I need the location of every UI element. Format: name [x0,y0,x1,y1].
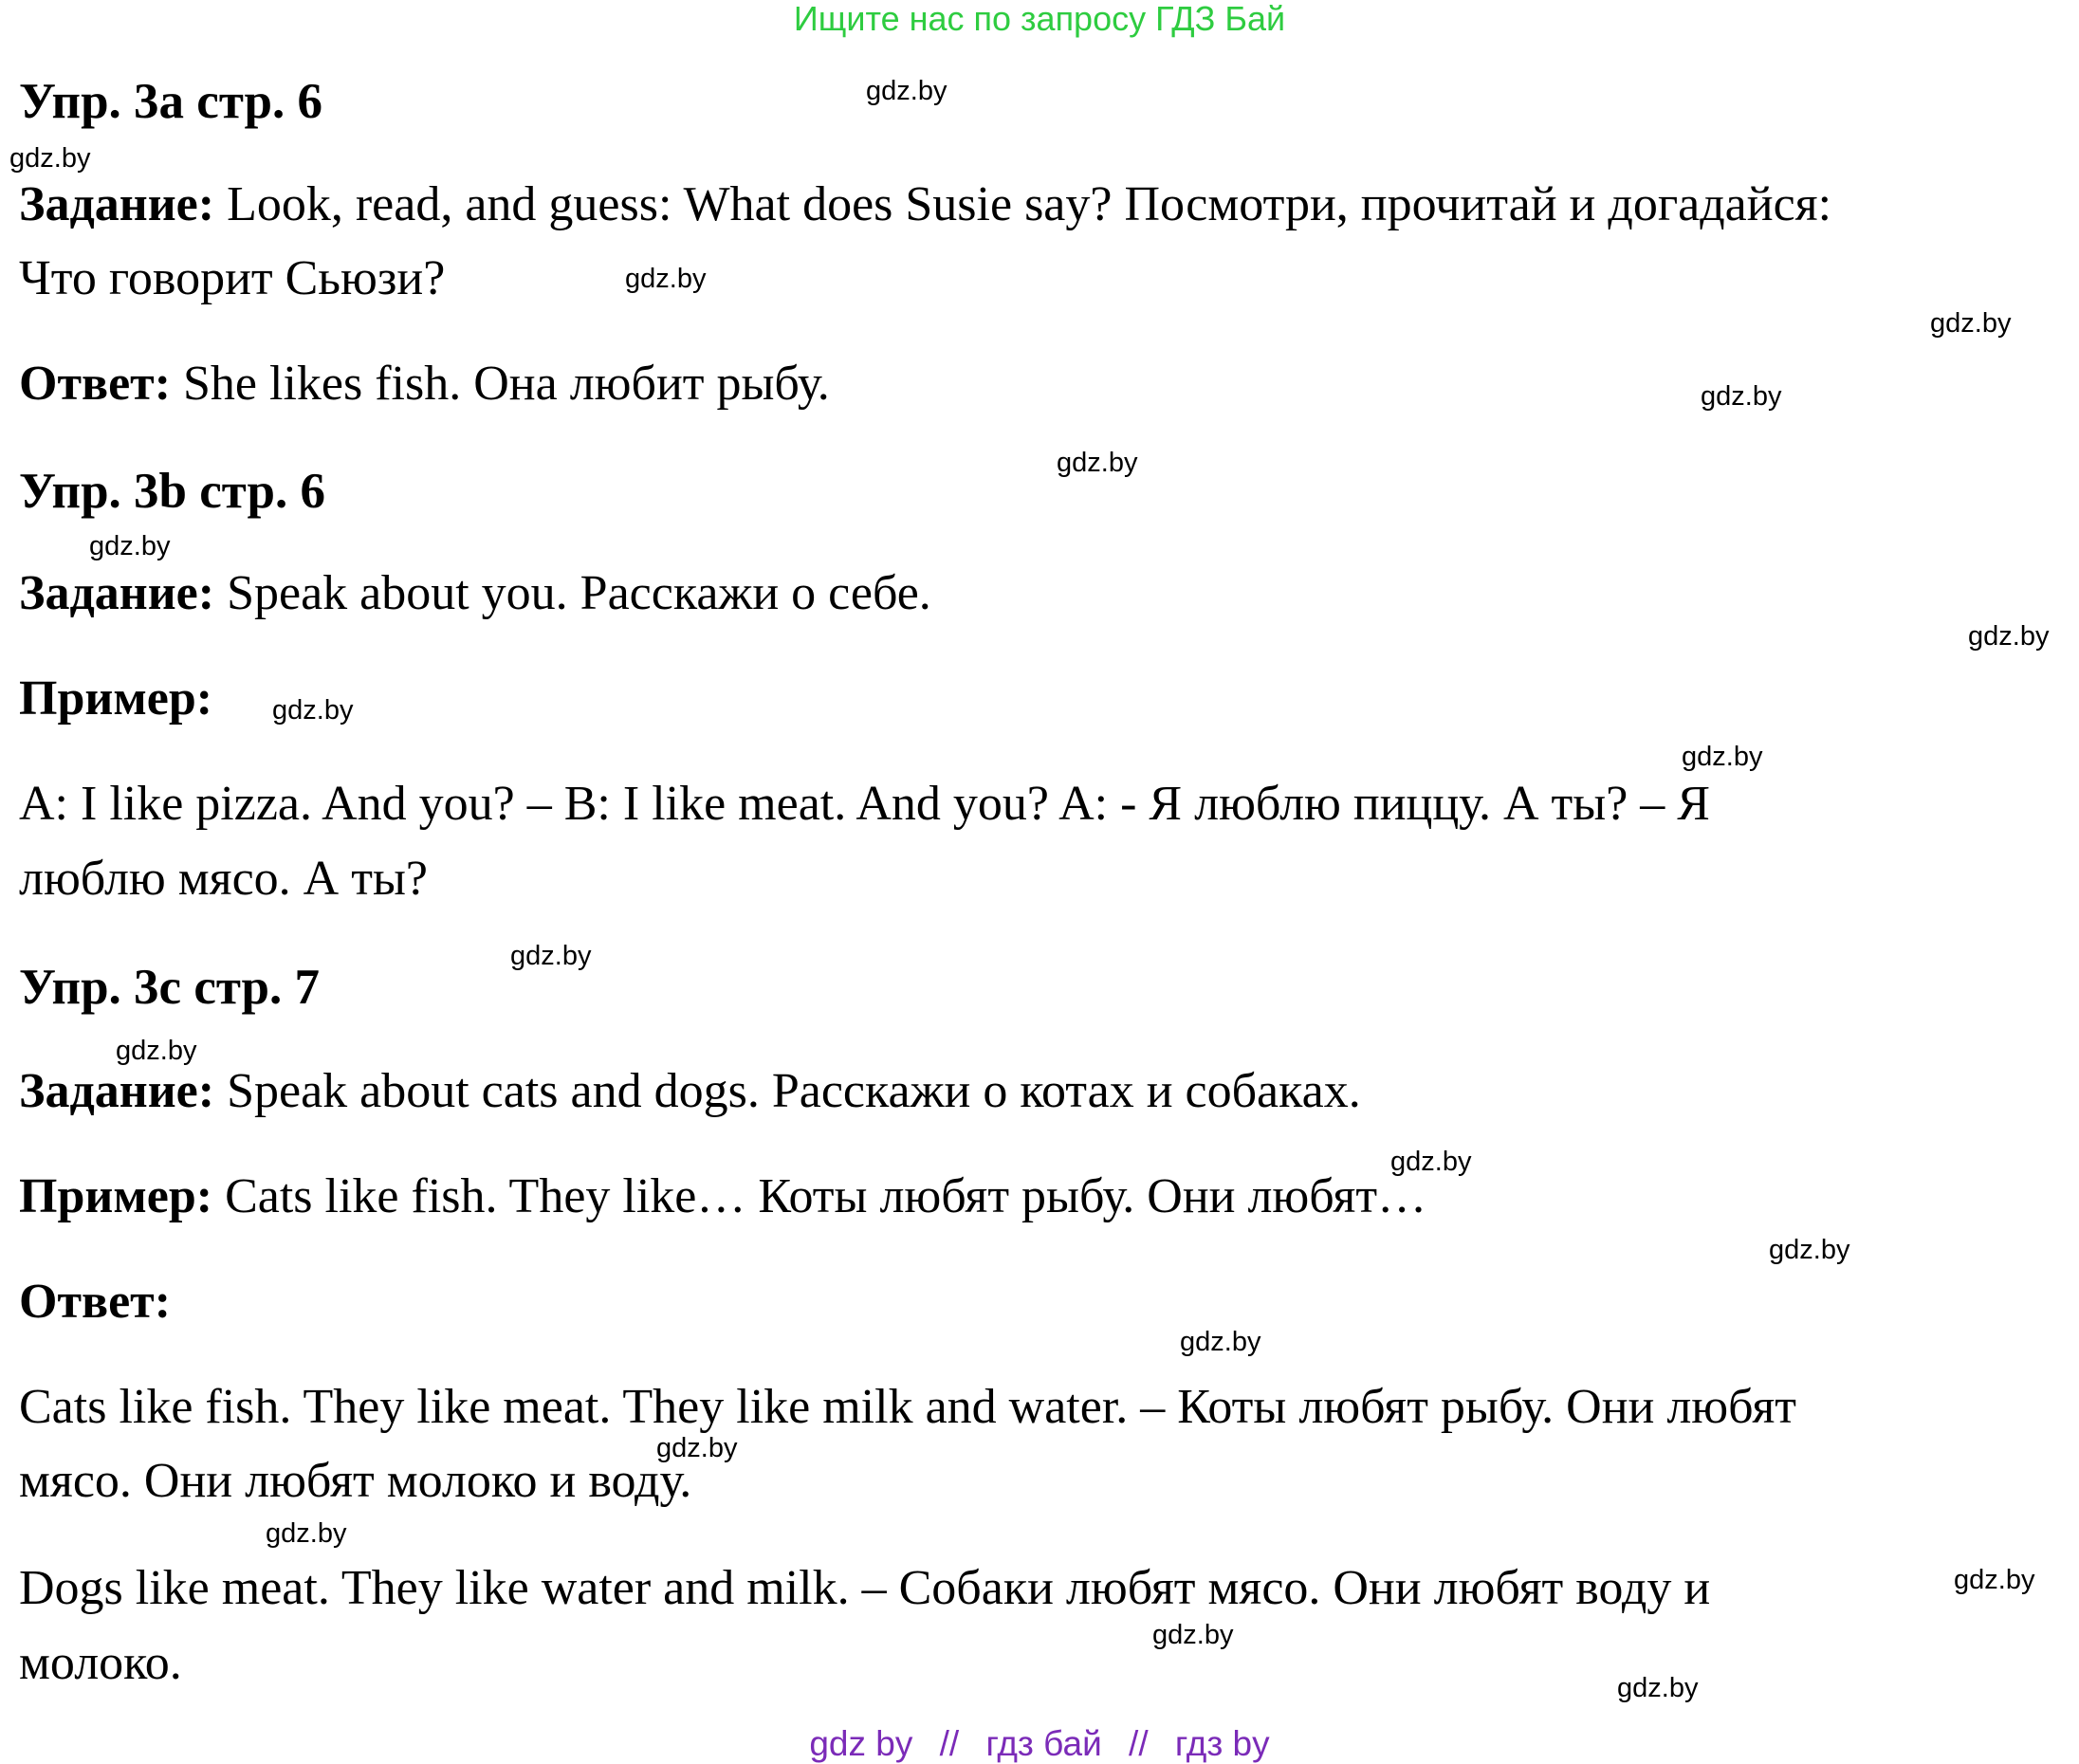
task-text: Look, read, and guess: What does Susie say? Посмотри, прочитай и догадайся: [227,177,1832,231]
watermark: gdz.by [625,264,707,294]
exercise-3b-example-line1: A: I like pizza. And you? – B: I like meat. And you? A: - Я люблю пиццу. А ты? – Я [19,777,1710,831]
exercise-3b-title: Упр. 3b стр. 6 [19,464,325,519]
answer-text: She likes fish. Она любит рыбу. [183,357,830,411]
watermark: gdz.by [1682,742,1763,772]
watermark: gdz.by [1180,1327,1261,1357]
watermark: gdz.by [1954,1565,2035,1595]
watermark: gdz.by [510,941,592,971]
exercise-3c-answer-line1: Cats like fish. They like meat. They like milk and water. – Коты любят рыбу. Они любят [19,1380,1796,1434]
watermark: gdz.by [9,143,91,174]
watermark: gdz.by [1617,1673,1699,1703]
exercise-3a-title: Упр. 3а стр. 6 [19,74,322,129]
task-text: Speak about you. Расскажи о себе. [227,566,931,620]
watermark: gdz.by [1390,1147,1472,1177]
exercise-3a-task-line1 [19,176,1831,233]
exercise-3b-task [19,565,931,622]
watermark: gdz.by [1968,621,2050,652]
task-text: Speak about cats and dogs. Расскажи о котах и собаках. [227,1064,1361,1118]
footer-separator: // [939,1724,960,1763]
footer-link-gdz-by[interactable]: gdz by [809,1724,913,1763]
footer-link-gdz-by-cyr[interactable]: гдз by [1174,1724,1270,1763]
exercise-3b-example-line2: люблю мясо. А ты? [19,852,428,906]
exercise-3c-title: Упр. 3с стр. 7 [19,960,321,1015]
task-label: Задание: [19,1064,215,1118]
exercise-3b-example-label: Пример: [19,671,213,726]
example-text: Cats like fish. They like… Коты любят рыбу. Они любят… [225,1169,1427,1223]
answer-label: Ответ: [19,357,172,411]
watermark: gdz.by [89,531,171,561]
exercise-3c-answer-line2: мясо. Они любят молоко и воду. [19,1454,692,1508]
task-label: Задание: [19,177,215,231]
watermark: gdz.by [272,695,354,726]
watermark: gdz.by [116,1036,197,1066]
task-label: Задание: [19,566,215,620]
exercise-3c-answer-line3: Dogs like meat. They like water and milk. – Собаки любят мясо. Они любят воду и [19,1561,1711,1615]
watermark: gdz.by [1701,381,1782,412]
footer-separator: // [1129,1724,1149,1763]
search-hint-link[interactable]: Ищите нас по запросу ГДЗ Бай [793,0,1286,38]
exercise-3a-answer [19,356,830,413]
footer-link-gdz-bai[interactable]: гдз бай [985,1724,1102,1763]
watermark: gdz.by [866,76,948,106]
exercise-3a-task-line2: Что говорит Сьюзи? [19,251,446,305]
watermark: gdz.by [1930,308,2012,339]
example-label: Пример: [19,1169,213,1223]
exercise-3c-example [19,1168,1426,1225]
watermark: gdz.by [1769,1235,1850,1265]
watermark: gdz.by [1152,1620,1234,1650]
watermark: gdz.by [266,1518,347,1549]
exercise-3c-answer-line4: молоко. [19,1636,182,1690]
watermark: gdz.by [1057,448,1138,478]
exercise-3c-answer-label: Ответ: [19,1275,172,1329]
exercise-3c-task [19,1063,1361,1120]
watermark: gdz.by [656,1433,738,1463]
